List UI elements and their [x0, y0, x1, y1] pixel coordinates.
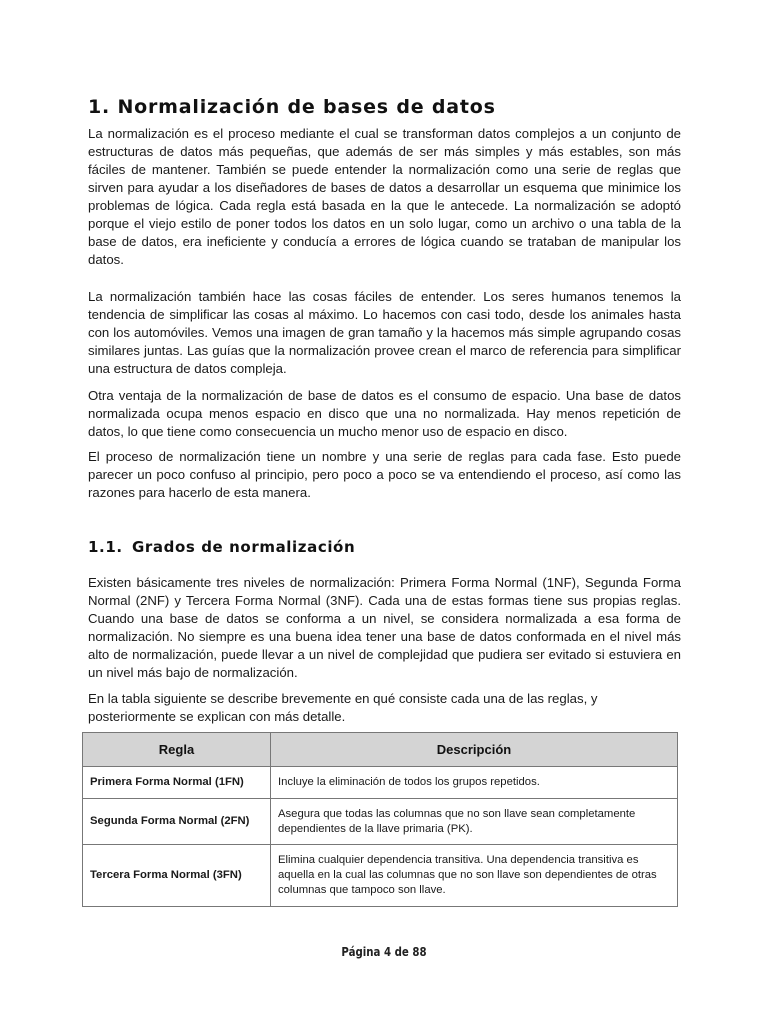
- paragraph-6: [88, 690, 681, 726]
- rule-cell: Tercera Forma Normal (3FN): [83, 845, 271, 907]
- rule-cell: Segunda Forma Normal (2FN): [83, 799, 271, 845]
- paragraph-1: [88, 125, 681, 269]
- description-cell: Asegura que todas las columnas que no son llave sean completamente dependientes de la llave primaria (PK).: [271, 799, 678, 845]
- column-header-description: Descripción: [271, 733, 678, 767]
- paragraph-text: El proceso de normalización tiene un nombre y una serie de reglas para cada fase. Esto puede parecer un poco confuso al principio, pero poco a poco se va entendiendo el proceso, así como las razones para hacerlo de esta manera.: [88, 449, 681, 500]
- paragraph-text: La normalización también hace las cosas fáciles de entender. Los seres humanos tenemos la tendencia de simplificar las cosas al máximo. Lo hacemos con casi todo, desde los animales hasta con los automóviles. Vemos una imagen de gran tamaño y la hacemos más simple agrupando cosas similares juntas. Las guías que la normalización provee crean el marco de referencia para simplificar una estructura de datos compleja.: [88, 289, 681, 376]
- rule-cell: Primera Forma Normal (1FN): [83, 767, 271, 799]
- paragraph-2: [88, 288, 681, 378]
- paragraph-4: [88, 448, 681, 502]
- paragraph-text: En la tabla siguiente se describe brevemente en qué consiste cada una de las reglas, y posteriormente se explican con más detalle.: [88, 691, 598, 724]
- paragraph-3: [88, 387, 681, 441]
- rules-table: [82, 732, 678, 907]
- table-row: [83, 845, 678, 907]
- subsection-title: Grados de normalización: [132, 538, 356, 556]
- description-cell: Incluye la eliminación de todos los grupos repetidos.: [271, 767, 678, 799]
- paragraph-text: La normalización es el proceso mediante el cual se transforman datos complejos a un conjunto de estructuras de datos más pequeñas, que además de ser más simples y más estables, son más fáciles de mantener. También se puede entender la normalización como una serie de reglas que sirven para ayudar a los diseñadores de bases de datos a desarrollar un esquema que minimice los problemas de lógica. Cada regla está basada en la que le antecede. La normalización se adoptó porque el viejo estilo de poner todos los datos en un solo lugar, como un archivo o una tabla de la base de datos, era ineficiente y conducía a errores de lógica cuando se trataban de manipular los datos.: [88, 126, 681, 267]
- section-heading: 1. Normalización de bases de datos: [88, 96, 496, 118]
- column-header-rule: Regla: [83, 733, 271, 767]
- table-header-row: [83, 733, 678, 767]
- subsection-heading: [88, 538, 355, 556]
- paragraph-text: Existen básicamente tres niveles de normalización: Primera Forma Normal (1NF), Segunda Forma Normal (2NF) y Tercera Forma Normal (3NF). Cada una de estas formas tiene sus propias reglas. Cuando una base de datos se conforma a un nivel, se considera normalizada a esa forma de normalización. No siempre es una buena idea tener una base de datos conformada en el nivel más alto de normalización, puede llevar a un nivel de complejidad que pudiera ser evitado si estuviera en un nivel más bajo de normalización.: [88, 575, 681, 680]
- description-cell: Elimina cualquier dependencia transitiva. Una dependencia transitiva es aquella en la cual las columnas que no son llave son dependientes de otras columnas que tampoco son llave.: [271, 845, 678, 907]
- paragraph-text: Otra ventaja de la normalización de base de datos es el consumo de espacio. Una base de datos normalizada ocupa menos espacio en disco que una no normalizada. Hay menos repetición de datos, lo que tiene como consecuencia un mucho menor uso de espacio en disco.: [88, 388, 681, 439]
- table-row: [83, 799, 678, 845]
- subsection-number: 1.1.: [88, 538, 123, 556]
- table-row: [83, 767, 678, 799]
- paragraph-5: [88, 574, 681, 682]
- page-number-footer: Página 4 de 88: [341, 945, 427, 959]
